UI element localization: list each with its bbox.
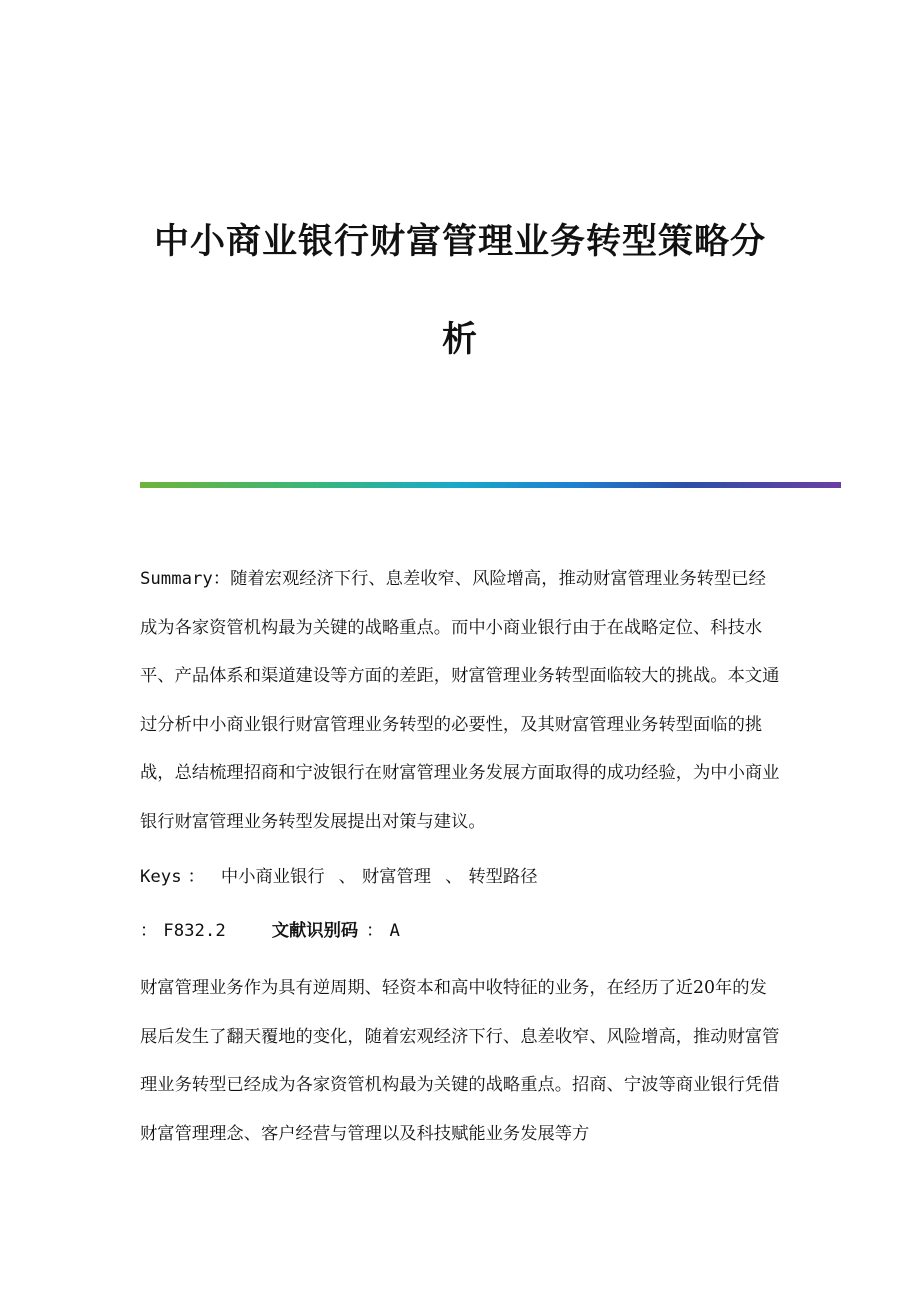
keywords-label: Keys (140, 867, 182, 887)
classification-row (140, 907, 780, 956)
document-code-value: A (389, 921, 400, 941)
document-title-line-2: 析 (441, 320, 478, 360)
summary-text: 随着宏观经济下行、息差收窄、风险增高，推动财富管理业务转型已经成为各家资管机构最为关键的战略重点。而中小商业银行由于在战略定位、科技水平、产品体系和渠道建设等方面的差距，财富管理业务转型面临较大的挑战。本文通过分析中小商业银行财富管理业务转型的必要性，及其财富管理业务转型面临的挑战，总结梳理招商和宁波银行在财富管理业务发展方面取得的成功经验，为中小商业银行财富管理业务转型发展提出对策与建议。 (140, 569, 780, 832)
keyword-separator: 、 (338, 867, 356, 887)
document-title-line-1: 中小商业银行财富管理业务转型策略分 (153, 222, 766, 262)
keywords-colon: ： (187, 867, 205, 887)
document-code-label: 文献识别码 (271, 921, 359, 941)
body-paragraph: 财富管理业务作为具有逆周期、轻资本和高中收特征的业务，在经历了近20年的发展后发生了翻天覆地的变化，随着宏观经济下行、息差收窄、风险增高，推动财富管理业务转型已经成为各家资管机构最为关键的战略重点。招商、宁波等商业银行凭借财富管理理念、客户经营与管理以及科技赋能业务发展等方 (140, 978, 780, 1144)
summary-separator: ： (212, 569, 231, 589)
keyword-item: 转型路径 (468, 867, 538, 887)
classification-colon: ： (140, 921, 158, 941)
document-code-colon: ： (366, 921, 384, 941)
classification-code: F832.2 (163, 921, 226, 941)
keyword-item: 中小商业银行 (220, 867, 325, 887)
keywords-row (140, 853, 780, 902)
summary-paragraph (140, 555, 780, 846)
summary-label: Summary (140, 569, 213, 589)
keyword-separator: 、 (445, 867, 463, 887)
title-divider-rule (140, 482, 841, 488)
keyword-item: 财富管理 (361, 867, 432, 887)
